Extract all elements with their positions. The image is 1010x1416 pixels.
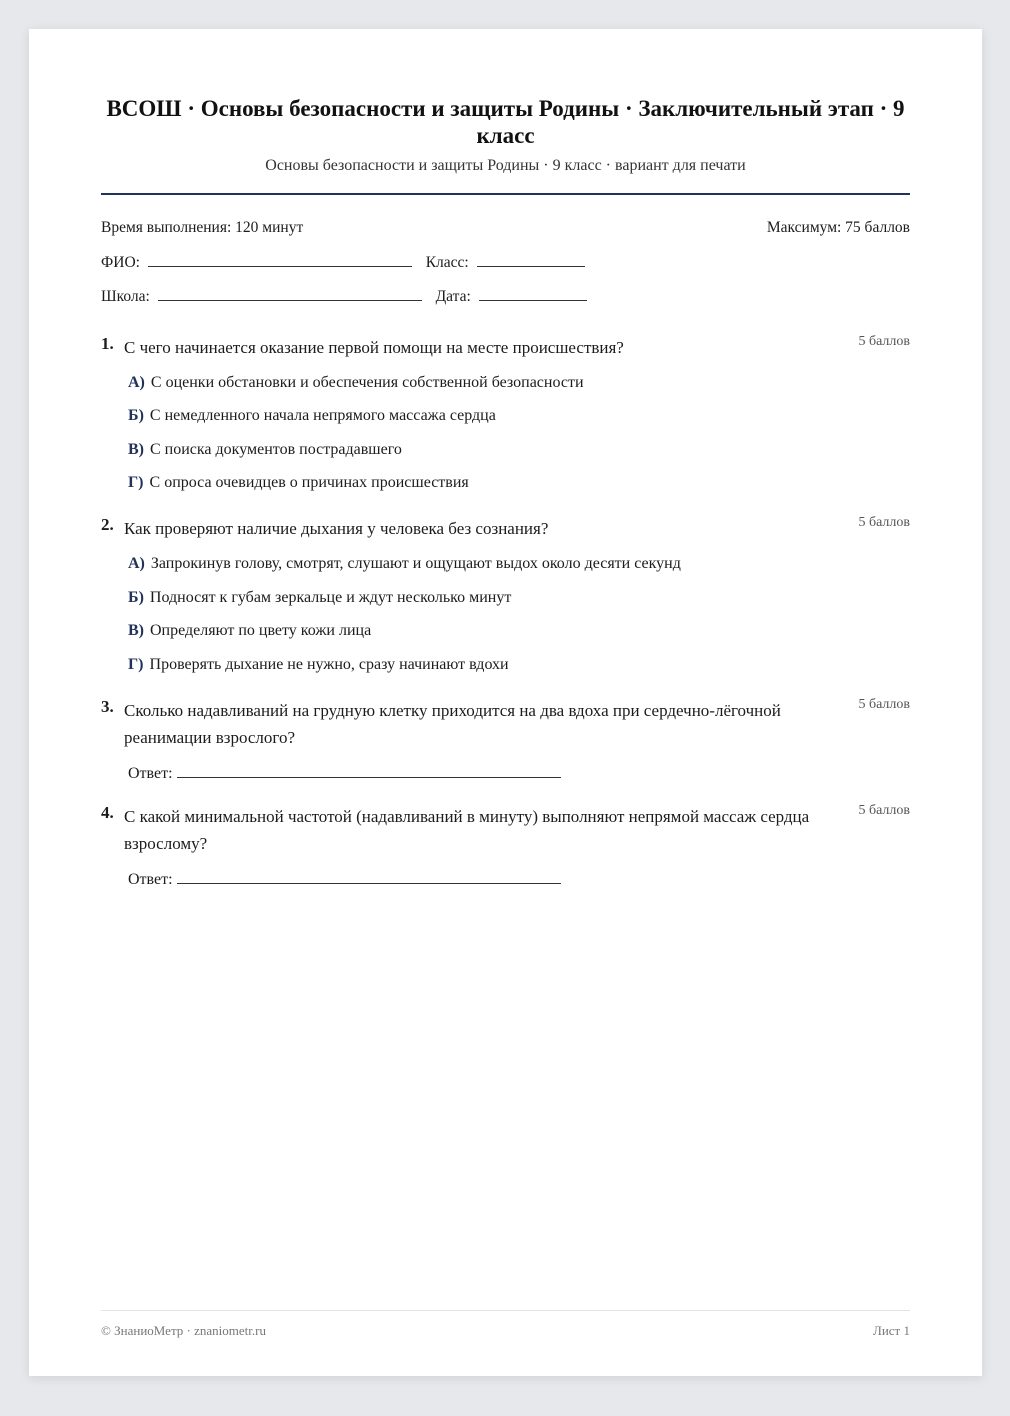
answer-label: Ответ: <box>128 765 173 782</box>
fio-label: ФИО: <box>101 254 140 271</box>
question-points: 5 баллов <box>858 697 910 712</box>
option-text: С оценки обстановки и обеспечения собственной безопасности <box>150 374 584 391</box>
option-letter: Г) <box>128 656 144 673</box>
header-divider <box>101 193 910 195</box>
option-letter: А) <box>128 374 145 391</box>
question-text: С чего начинается оказание первой помощи на месте происшествия? <box>124 338 624 357</box>
page-title: ВСОШ · Основы безопасности и защиты Родины · Заключительный этап · 9 класс <box>106 96 905 148</box>
answer-label: Ответ: <box>128 871 173 888</box>
option-text: Подносят к губам зеркальце и ждут несколько минут <box>149 589 512 606</box>
option-g[interactable] <box>128 656 509 674</box>
fio-field[interactable] <box>148 252 412 267</box>
question-text: С какой минимальной частотой (надавливаний в минуту) выполняют непрямой массаж сердца взрослому? <box>124 807 810 853</box>
option-a[interactable] <box>128 555 681 573</box>
answer-row <box>128 869 561 889</box>
option-text: Проверять дыхание не нужно, сразу начинают вдохи <box>149 656 509 673</box>
answer-row <box>128 763 561 783</box>
option-g[interactable] <box>128 474 469 492</box>
class-label: Класс: <box>425 254 469 271</box>
question-number: 3. <box>101 697 114 716</box>
option-text: Определяют по цвету кожи лица <box>150 622 372 639</box>
option-letter: Б) <box>128 407 144 424</box>
question-text: Как проверяют наличие дыхания у человека без сознания? <box>124 519 549 538</box>
footer-copyright: © ЗнаниоМетр · znaniometr.ru <box>101 1323 266 1338</box>
option-a[interactable] <box>128 374 584 392</box>
option-v[interactable] <box>128 441 402 459</box>
meta-row <box>101 219 910 237</box>
footer-divider <box>101 1310 910 1311</box>
option-letter: А) <box>128 555 145 572</box>
question-points: 5 баллов <box>858 803 910 818</box>
date-label: Дата: <box>435 288 471 305</box>
question-points: 5 баллов <box>858 515 910 530</box>
option-text: С поиска документов пострадавшего <box>150 441 402 458</box>
option-text: Запрокинув голову, смотрят, слушают и ощущают выдох около десяти секунд <box>150 555 681 572</box>
option-b[interactable] <box>128 589 511 607</box>
question-number: 1. <box>101 334 114 353</box>
page-footer <box>101 1323 910 1339</box>
question-points: 5 баллов <box>858 334 910 349</box>
school-label: Школа: <box>101 288 150 305</box>
page-sheet <box>29 29 982 1376</box>
question-number: 2. <box>101 515 114 534</box>
footer-sheet-number: Лист 1 <box>873 1323 910 1338</box>
date-field[interactable] <box>479 286 587 301</box>
option-letter: В) <box>128 441 144 458</box>
fields-row-1 <box>101 252 910 272</box>
option-b[interactable] <box>128 407 496 425</box>
max-score: Максимум: 75 баллов <box>766 219 910 236</box>
question-number: 4. <box>101 803 114 822</box>
option-letter: В) <box>128 622 144 639</box>
question-text: Сколько надавливаний на грудную клетку приходится на два вдоха при сердечно-лёгочной реанимации взрослого? <box>124 701 781 747</box>
option-text: С опроса очевидцев о причинах происшествия <box>149 474 469 491</box>
option-text: С немедленного начала непрямого массажа сердца <box>149 407 496 424</box>
option-letter: Б) <box>128 589 144 606</box>
fields-row-2 <box>101 286 910 306</box>
time-limit: Время выполнения: 120 минут <box>101 219 304 236</box>
answer-field[interactable] <box>177 869 561 884</box>
page-subtitle: Основы безопасности и защиты Родины · 9 класс · вариант для печати <box>265 157 746 174</box>
answer-field[interactable] <box>177 763 561 778</box>
school-field[interactable] <box>158 286 422 301</box>
option-v[interactable] <box>128 622 371 640</box>
class-field[interactable] <box>477 252 585 267</box>
option-letter: Г) <box>128 474 144 491</box>
